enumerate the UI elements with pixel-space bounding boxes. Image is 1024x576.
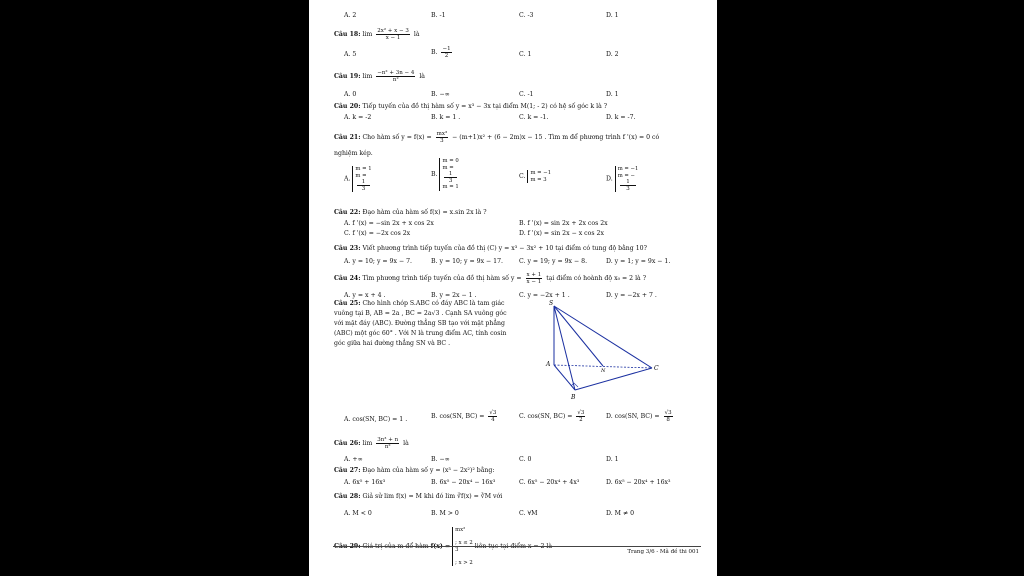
q28-option-b[interactable]: B. M > 0: [431, 510, 459, 517]
q17-option-b[interactable]: B. -1: [431, 12, 446, 19]
q20-option-b[interactable]: B. k = 1 .: [431, 114, 461, 121]
page-footer: Trang 3/6 - Mã đề thi 001: [627, 549, 699, 555]
question-25-line: (ABC) một góc 60° . Với N là trung điểm AC, tính cosin: [334, 330, 507, 337]
q26-option-d[interactable]: D. 1: [606, 456, 619, 463]
question-21: Câu 21: Cho hàm số y = f(x) = $\frac{\text{mx³}}{3}$ − (m+1)x² + (6 − 2m)x − 15 . Tìm m để phương trình f '(x) = 0 có: [334, 131, 660, 144]
q17-option-a[interactable]: A. 2: [344, 12, 357, 19]
q18-option-c[interactable]: C. 1: [519, 51, 532, 58]
question-24: Câu 24: Tìm phương trình tiếp tuyến của đồ thị hàm số y = $\frac{x + 1}{x - 1}$ tại điểm có hoành độ x₀ = 2 là ?: [334, 272, 647, 285]
q27-option-a[interactable]: A. 6x⁵ + 16x³: [344, 479, 386, 486]
q22-option-b[interactable]: B. f '(x) = sin 2x + 2x cos 2x: [519, 220, 608, 227]
question-28: Câu 28: Giả sử lim f(x) = M khi đó lim ∛f(x) = ∛M với: [334, 493, 503, 500]
q17-option-d[interactable]: D. 1: [606, 12, 619, 19]
q25-option-a[interactable]: A. cos(SN, BC) = 1 .: [344, 416, 408, 423]
q26-option-c[interactable]: C. 0: [519, 456, 532, 463]
q21-option-d[interactable]: D. m = −1 m = − 1 3: [606, 166, 639, 192]
q23-option-b[interactable]: B. y = 10; y = 9x − 17.: [431, 258, 504, 265]
q22-option-c[interactable]: C. f '(x) = −2x cos 2x: [344, 230, 411, 237]
vertex-S: S: [549, 300, 554, 307]
q20-option-d[interactable]: D. k = -7.: [606, 114, 636, 121]
q24-option-d[interactable]: D. y = −2x + 7 .: [606, 292, 657, 299]
question-29: Câu 29: Giá trị của m để hàm f(x) = mx² ; x ≤ 2 3 ; x > 2 liên tục tại điểm x = 2 là: [334, 527, 553, 566]
question-26: Câu 26: lim $\frac{\text{3n³ + n}}{\text{n²}}$ là: [334, 437, 409, 450]
q25-option-c[interactable]: C. cos(SN, BC) = $\frac{√3}{2}$: [519, 410, 585, 423]
question-27: Câu 27: Đạo hàm của hàm số y = (x³ − 2x²)² bằng:: [334, 467, 495, 474]
q27-option-d[interactable]: D. 6x⁵ − 20x⁴ + 16x³: [606, 479, 671, 486]
pyramid-figure: [544, 300, 664, 405]
vertex-N: N: [601, 368, 606, 374]
question-20: Câu 20: Tiếp tuyến của đồ thị hàm số y = x³ − 3x tại điểm M(1; - 2) có hệ số góc k là ?: [334, 103, 608, 110]
q24-option-c[interactable]: C. y = −2x + 1 .: [519, 292, 570, 299]
question-25: Câu 25: Cho hình chóp S.ABC có đáy ABC là tam giác: [334, 300, 505, 307]
edge-SC: [554, 306, 652, 368]
vertex-A: A: [546, 361, 551, 368]
q19-option-b[interactable]: B. −∞: [431, 91, 450, 98]
question-25-line: với mặt đáy (ABC). Đường thẳng SB tạo với mặt phẳng: [334, 320, 505, 327]
q28-option-a[interactable]: A. M < 0: [344, 510, 372, 517]
q26-option-a[interactable]: A. +∞: [344, 456, 363, 463]
q20-option-a[interactable]: A. k = -2: [344, 114, 372, 121]
q24-option-a[interactable]: A. y = x + 4 .: [344, 292, 386, 299]
q24-option-b[interactable]: B. y = 2x − 1 .: [431, 292, 477, 299]
q25-option-b[interactable]: B. cos(SN, BC) = $\frac{√3}{4}$: [431, 410, 497, 423]
q25-option-d[interactable]: D. cos(SN, BC) = $\frac{√3}{8}$: [606, 410, 672, 423]
q20-option-c[interactable]: C. k = -1.: [519, 114, 549, 121]
q27-option-c[interactable]: C. 6x⁵ − 20x⁴ + 4x³: [519, 479, 580, 486]
q19-option-c[interactable]: C. -1: [519, 91, 534, 98]
q18-option-b[interactable]: B. $\frac{-1}{2}$: [431, 46, 451, 59]
q23-option-a[interactable]: A. y = 10; y = 9x − 7.: [344, 258, 413, 265]
question-21-cont: nghiệm kép.: [334, 150, 373, 157]
question-25-line: góc giữa hai đường thẳng SN và BC .: [334, 340, 451, 347]
q17-option-c[interactable]: C. -3: [519, 12, 534, 19]
q23-option-c[interactable]: C. y = 19; y = 9x − 8.: [519, 258, 588, 265]
q22-option-a[interactable]: A. f '(x) = −sin 2x + x cos 2x: [344, 220, 434, 227]
q22-option-d[interactable]: D. f '(x) = sin 2x − x cos 2x: [519, 230, 604, 237]
vertex-B: B: [571, 394, 576, 401]
exam-page: [309, 0, 717, 576]
question-22: Câu 22: Đạo hàm của hàm số f(x) = x.sin 2x là ?: [334, 209, 487, 216]
q18-option-d[interactable]: D. 2: [606, 51, 619, 58]
edge-BC: [575, 368, 652, 390]
q19-option-d[interactable]: D. 1: [606, 91, 619, 98]
question-18: Câu 18: lim $\frac{\text{2x² + x − 3}}{x - 1}$ là: [334, 28, 420, 41]
question-25-line: vuông tại B, AB = 2a , BC = 2a√3 . Cạnh SA vuông góc: [334, 310, 507, 317]
footer-divider: [333, 546, 701, 547]
q27-option-b[interactable]: B. 6x⁵ − 20x⁴ − 16x³: [431, 479, 496, 486]
q26-option-b[interactable]: B. −∞: [431, 456, 450, 463]
q21-option-c[interactable]: C. m = −1 m = 3: [519, 170, 552, 183]
q18-option-a[interactable]: A. 5: [344, 51, 357, 58]
q23-option-d[interactable]: D. y = 1; y = 9x − 1.: [606, 258, 671, 265]
vertex-C: C: [654, 365, 659, 372]
q21-option-b[interactable]: B. m = 0 m = 1 3 m = 1: [431, 158, 459, 190]
question-23: Câu 23: Viết phương trình tiếp tuyến của đồ thị (C) y = x³ − 3x² + 10 tại điểm có tung độ bằng 10?: [334, 245, 647, 252]
q28-option-c[interactable]: C. ∀M: [519, 510, 538, 517]
question-19: Câu 19: lim $\frac{\text{−n² + 3n − 4}}{\text{n²}}$ là: [334, 70, 425, 83]
q19-option-a[interactable]: A. 0: [344, 91, 357, 98]
q21-option-a[interactable]: A. m = 1 m = 1 3: [344, 166, 372, 192]
q28-option-d[interactable]: D. M ≠ 0: [606, 510, 635, 517]
